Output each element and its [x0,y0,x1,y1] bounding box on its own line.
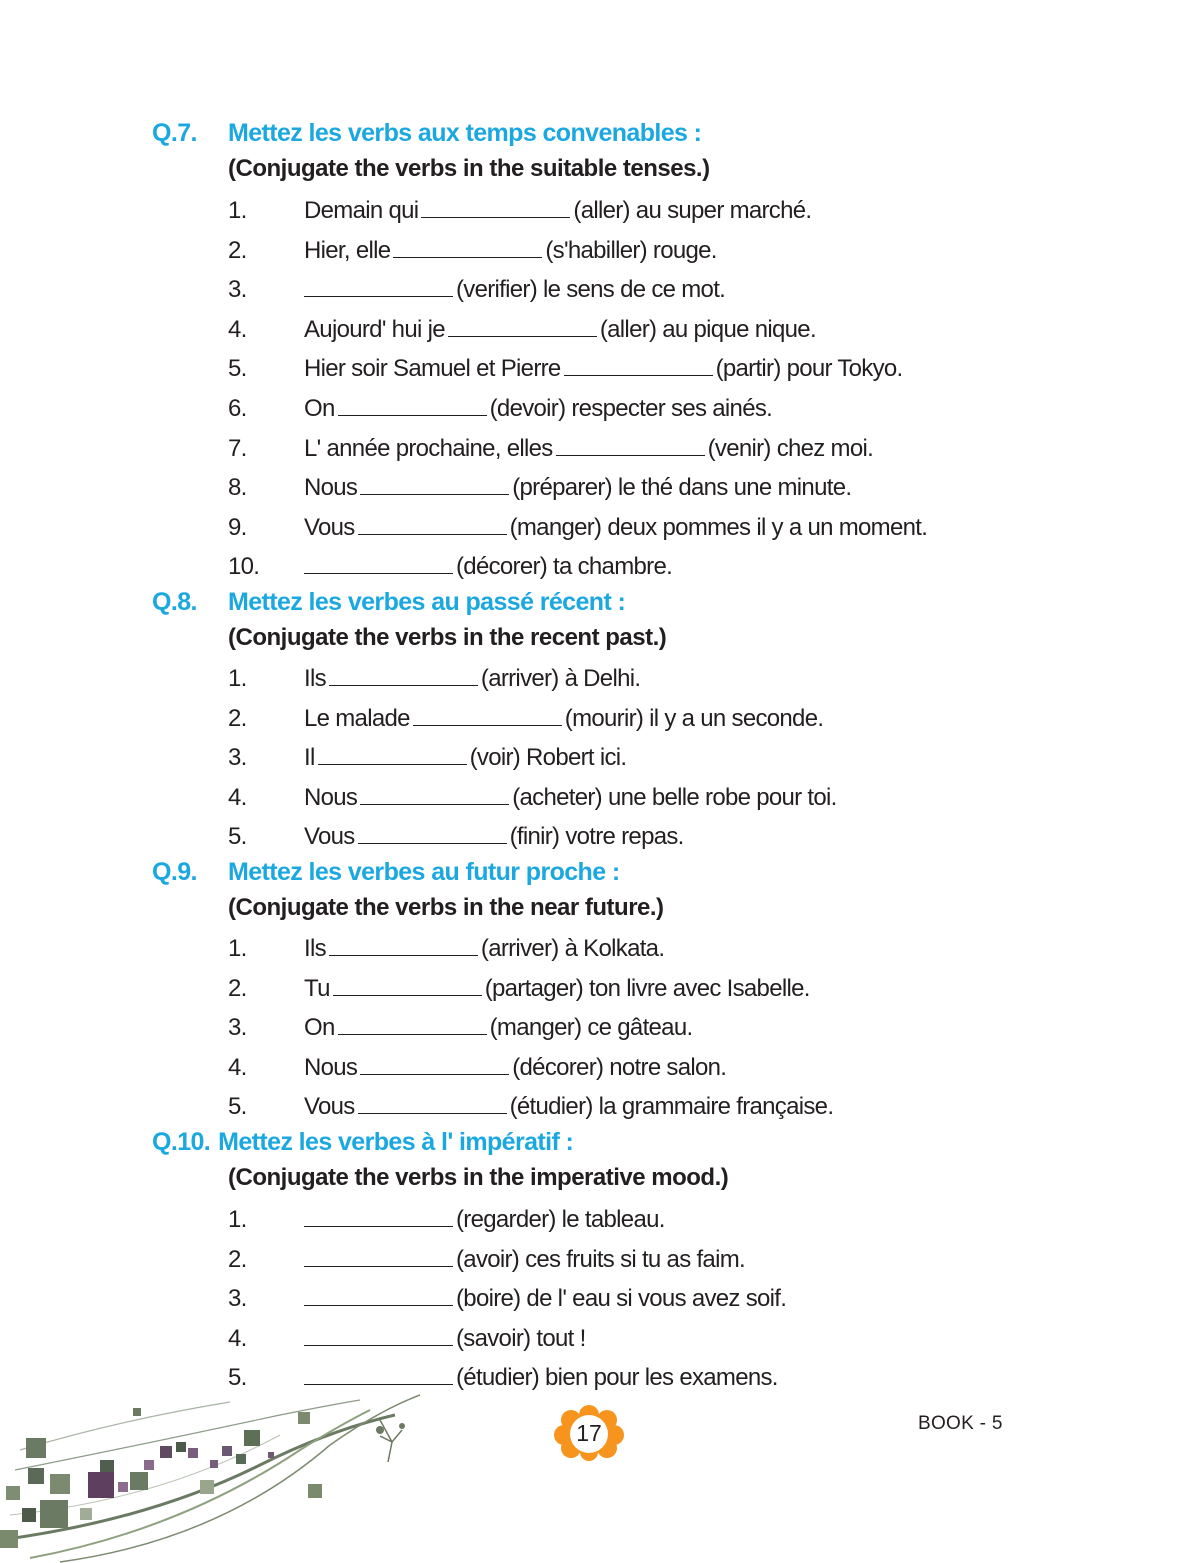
sentence-end: (voir) Robert ici. [469,744,627,772]
answer-blank[interactable] [304,1362,453,1385]
sentence-start: On [304,395,335,422]
question-subtitle: (Conjugate the verbs in the recent past.) [228,624,667,651]
sentence-end: (aller) au pique nique. [599,315,816,343]
item-number: 3. [228,1285,247,1313]
sentence-end: (venir) chez moi. [707,434,874,462]
item-number: 6. [228,395,247,422]
answer-blank[interactable] [304,551,453,574]
item-number: 4. [228,315,247,343]
sentence-start: Hier soir Samuel et Pierre [304,355,561,383]
question-heading [152,857,620,887]
sentence-start: Vous [304,823,355,851]
answer-blank[interactable] [304,1204,453,1227]
sentence-end: (regarder) le tableau. [456,1206,665,1233]
sentence-end: (verifier) le sens de ce mot. [456,276,726,304]
sentence-start: Ils [304,935,326,962]
sentence-end: (s'habiller) rouge. [545,236,717,264]
item-number: 3. [228,744,247,772]
item-number: 10. [228,553,260,581]
item-number: 5. [228,1093,247,1121]
sentence-end: (partir) pour Tokyo. [715,355,903,383]
item-number: 4. [228,1053,247,1081]
sentence-start: Nous [304,1053,358,1081]
exercise-item [228,1323,586,1354]
sentence-start: Vous [304,513,355,541]
sentence-end: (étudier) bien pour les examens. [456,1364,778,1392]
answer-blank[interactable] [358,512,507,535]
sentence-end: (arriver) à Kolkata. [480,935,665,962]
sentence-start: Vous [304,1093,355,1121]
sentence-end: (décorer) ta chambre. [456,553,673,581]
exercise-item [228,274,725,305]
question-subtitle: (Conjugate the verbs in the near future.) [228,894,664,921]
sentence-end: (finir) votre repas. [509,823,684,851]
answer-blank[interactable] [329,933,478,956]
sentence-start: Hier, elle [304,236,391,264]
sentence-start: Demain qui [304,197,419,224]
exercise-item [228,235,717,266]
decorative-swirl-graphic [0,1390,440,1563]
answer-blank[interactable] [338,1012,487,1035]
sentence-end: (avoir) ces fruits si tu as faim. [456,1245,745,1273]
sentence-end: (savoir) tout ! [456,1324,586,1352]
page-number: 17 [576,1420,602,1446]
item-number: 5. [228,355,247,383]
item-number: 2. [228,1245,247,1273]
question-title: Mettez les verbes au passé récent : [228,588,626,616]
sentence-start: Nous [304,783,358,811]
exercise-item [228,551,672,582]
sentence-start: Nous [304,474,358,502]
exercise-item [228,314,816,345]
question-subtitle: (Conjugate the verbs in the suitable tenses.) [228,155,710,182]
item-number: 5. [228,1364,247,1392]
exercise-item [228,1204,665,1235]
sentence-end: (boire) de l' eau si vous avez soif. [456,1285,787,1313]
exercise-item [228,1012,692,1043]
exercise-item [228,1283,786,1314]
item-number: 3. [228,1014,247,1042]
question-number: Q.10. [152,1128,211,1156]
item-number: 2. [228,704,247,732]
question-heading [152,587,625,617]
sentence-end: (devoir) respecter ses ainés. [489,395,773,422]
item-number: 2. [228,974,247,1002]
question-number: Q.8. [152,588,197,616]
item-number: 1. [228,935,247,962]
answer-blank[interactable] [448,314,597,337]
sentence-start: Il [304,744,315,772]
sentence-end: (partager) ton livre avec Isabelle. [484,974,810,1002]
exercise-item [228,195,811,226]
sentence-end: (aller) au super marché. [573,197,812,224]
answer-blank[interactable] [393,235,542,258]
answer-blank[interactable] [556,433,705,456]
exercise-item [228,1362,778,1393]
book-label: BOOK - 5 [918,1413,1003,1434]
sentence-end: (décorer) notre salon. [512,1053,727,1081]
exercise-item [228,512,927,543]
exercise-item [228,1091,833,1122]
answer-blank[interactable] [304,1323,453,1346]
answer-blank[interactable] [304,274,453,297]
question-number: Q.9. [152,858,197,886]
exercise-item [228,353,903,384]
item-number: 5. [228,823,247,851]
sentence-start: Tu [304,974,330,1002]
answer-blank[interactable] [329,663,478,686]
exercise-item [228,1244,745,1275]
question-title: Mettez les verbs aux temps convenables : [228,119,702,147]
exercise-item [228,742,626,773]
exercise-item [228,1052,726,1083]
item-number: 2. [228,236,247,264]
sentence-start: On [304,1014,335,1042]
exercise-item [228,782,837,813]
question-heading [152,1127,573,1157]
exercise-item [228,663,640,694]
item-number: 9. [228,513,247,541]
answer-blank[interactable] [360,782,509,805]
item-number: 1. [228,197,247,224]
sentence-start: Le malade [304,704,410,732]
exercise-item [228,973,810,1004]
item-number: 3. [228,276,247,304]
answer-blank[interactable] [413,703,562,726]
answer-blank[interactable] [304,1244,453,1267]
sentence-end: (arriver) à Delhi. [480,665,641,692]
question-subtitle: (Conjugate the verbs in the imperative mood.) [228,1164,729,1191]
exercise-item [228,933,664,964]
sentence-end: (manger) ce gâteau. [489,1014,693,1042]
item-number: 7. [228,434,247,462]
exercise-item [228,433,873,464]
sentence-start: Aujourd' hui je [304,315,445,343]
question-number: Q.7. [152,119,197,147]
item-number: 1. [228,1206,247,1233]
answer-blank[interactable] [358,1091,507,1114]
answer-blank[interactable] [318,742,467,765]
sentence-end: (préparer) le thé dans une minute. [512,474,852,502]
exercise-item [228,703,823,734]
item-number: 4. [228,1324,247,1352]
answer-blank[interactable] [421,195,570,218]
sentence-end: (manger) deux pommes il y a un moment. [509,513,928,541]
answer-blank[interactable] [360,472,509,495]
item-number: 1. [228,665,247,692]
sentence-end: (étudier) la grammaire française. [509,1093,834,1121]
answer-blank[interactable] [360,1052,509,1075]
sentence-end: (acheter) une belle robe pour toi. [512,783,837,811]
sentence-end: (mourir) il y a un seconde. [564,704,824,732]
exercise-item [228,393,772,424]
question-heading [152,118,701,148]
question-title: Mettez les verbes au futur proche : [228,858,620,886]
answer-blank[interactable] [564,353,713,376]
answer-blank[interactable] [304,1283,453,1306]
answer-blank[interactable] [358,821,507,844]
item-number: 4. [228,783,247,811]
item-number: 8. [228,474,247,502]
exercise-item [228,472,851,503]
answer-blank[interactable] [338,393,487,416]
sentence-start: L' année prochaine, elles [304,434,553,462]
sentence-start: Ils [304,665,326,692]
exercise-item [228,821,684,852]
answer-blank[interactable] [333,973,482,996]
question-title: Mettez les verbes à l' impératif : [218,1128,574,1156]
